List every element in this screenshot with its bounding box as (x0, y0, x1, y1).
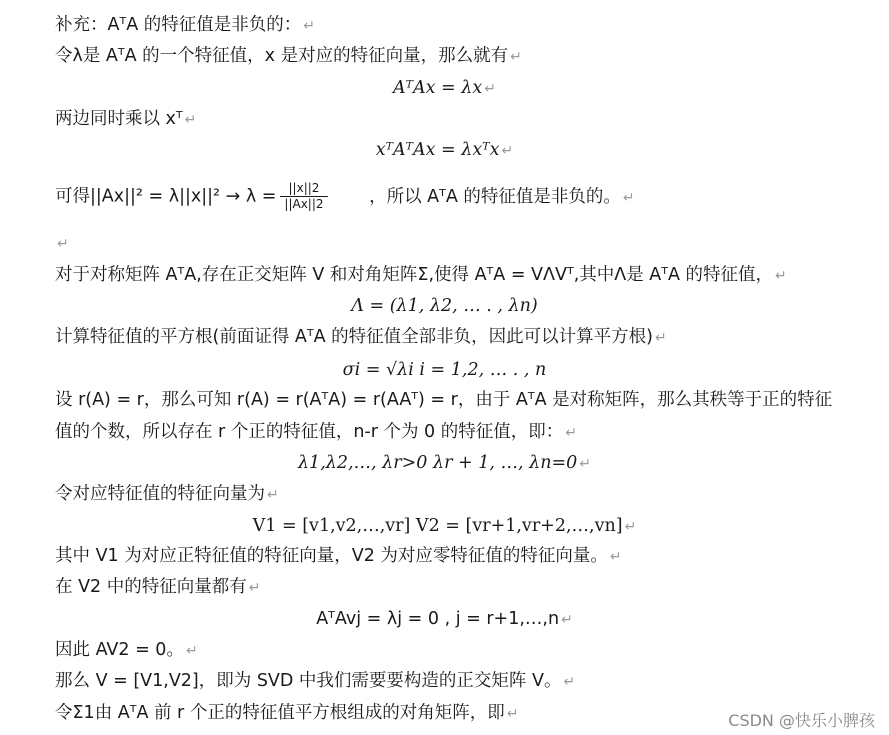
line-1: 补充：AᵀA 的特征值是非负的： ↵ (55, 15, 315, 35)
line-11: 在 V2 中的特征向量都有 ↵ (55, 577, 261, 597)
line-blank: ↵ (57, 236, 69, 252)
line-12: 因此 AV2 = 0。 ↵ (55, 640, 198, 660)
line-9: 令对应特征值的特征向量为 ↵ (55, 484, 279, 504)
equation-1: AᵀAx = λx ↵ (393, 78, 496, 98)
line-14: 令Σ1由 AᵀA 前 r 个正的特征值平方根组成的对角矩阵，即 ↵ (55, 703, 519, 723)
line-3: 两边同时乘以 xᵀ ↵ (55, 109, 197, 129)
equation-5: λ1,λ2,…, λr>0 λr + 1, …, λn=0 ↵ (297, 453, 592, 473)
equation-2: xᵀAᵀAx = λxᵀx ↵ (375, 140, 514, 160)
line-2: 令λ是 AᵀA 的一个特征值，x 是对应的特征向量，那么就有 ↵ (55, 46, 522, 66)
line-8: 值的个数，所以存在 r 个正的特征值，n-r 个为 0 的特征值，即： ↵ (55, 422, 577, 442)
equation-3: Λ = (λ1, λ2, … . , λn) (351, 296, 538, 316)
line-6: 计算特征值的平方根(前面证得 AᵀA 的特征值全部非负，因此可以计算平方根) ↵ (55, 327, 667, 347)
line-10: 其中 V1 为对应正特征值的特征向量，V2 为对应零特征值的特征向量。 ↵ (55, 546, 622, 566)
watermark: CSDN @快乐小脾孩 (728, 711, 875, 730)
equation-4: σi = √λi i = 1,2, … . , n (342, 360, 547, 380)
equation-7: AᵀAvj = λj = 0 , j = r+1,…,n ↵ (316, 609, 573, 629)
line-4: 可得||Ax||² = λ||x||² → λ = $\frac{||x||2}{||Ax||2}$ ，所以 AᵀA 的特征值是非负的。 ↵ (55, 181, 635, 211)
line-7: 设 r(A) = r，那么可知 r(A) = r(AᵀA) = r(AAᵀ) = r，由于 AᵀA 是对称矩阵，那么其秩等于正的特征 (55, 390, 833, 410)
line-13: 那么 V = [V1,V2]，即为 SVD 中我们需要要构造的正交矩阵 V。 ↵ (55, 671, 576, 691)
equation-6: V1 = [v1,v2,…,vr] V2 = [vr+1,vr+2,…,vn] ↵ (252, 516, 637, 536)
fraction: $\frac{||x||2}{||Ax||2}$ (280, 181, 327, 212)
line-5: 对于对称矩阵 AᵀA,存在正交矩阵 V 和对角矩阵Σ,使得 AᵀA = VΛVᵀ,其中Λ是 AᵀA 的特征值， ↵ (55, 265, 787, 285)
